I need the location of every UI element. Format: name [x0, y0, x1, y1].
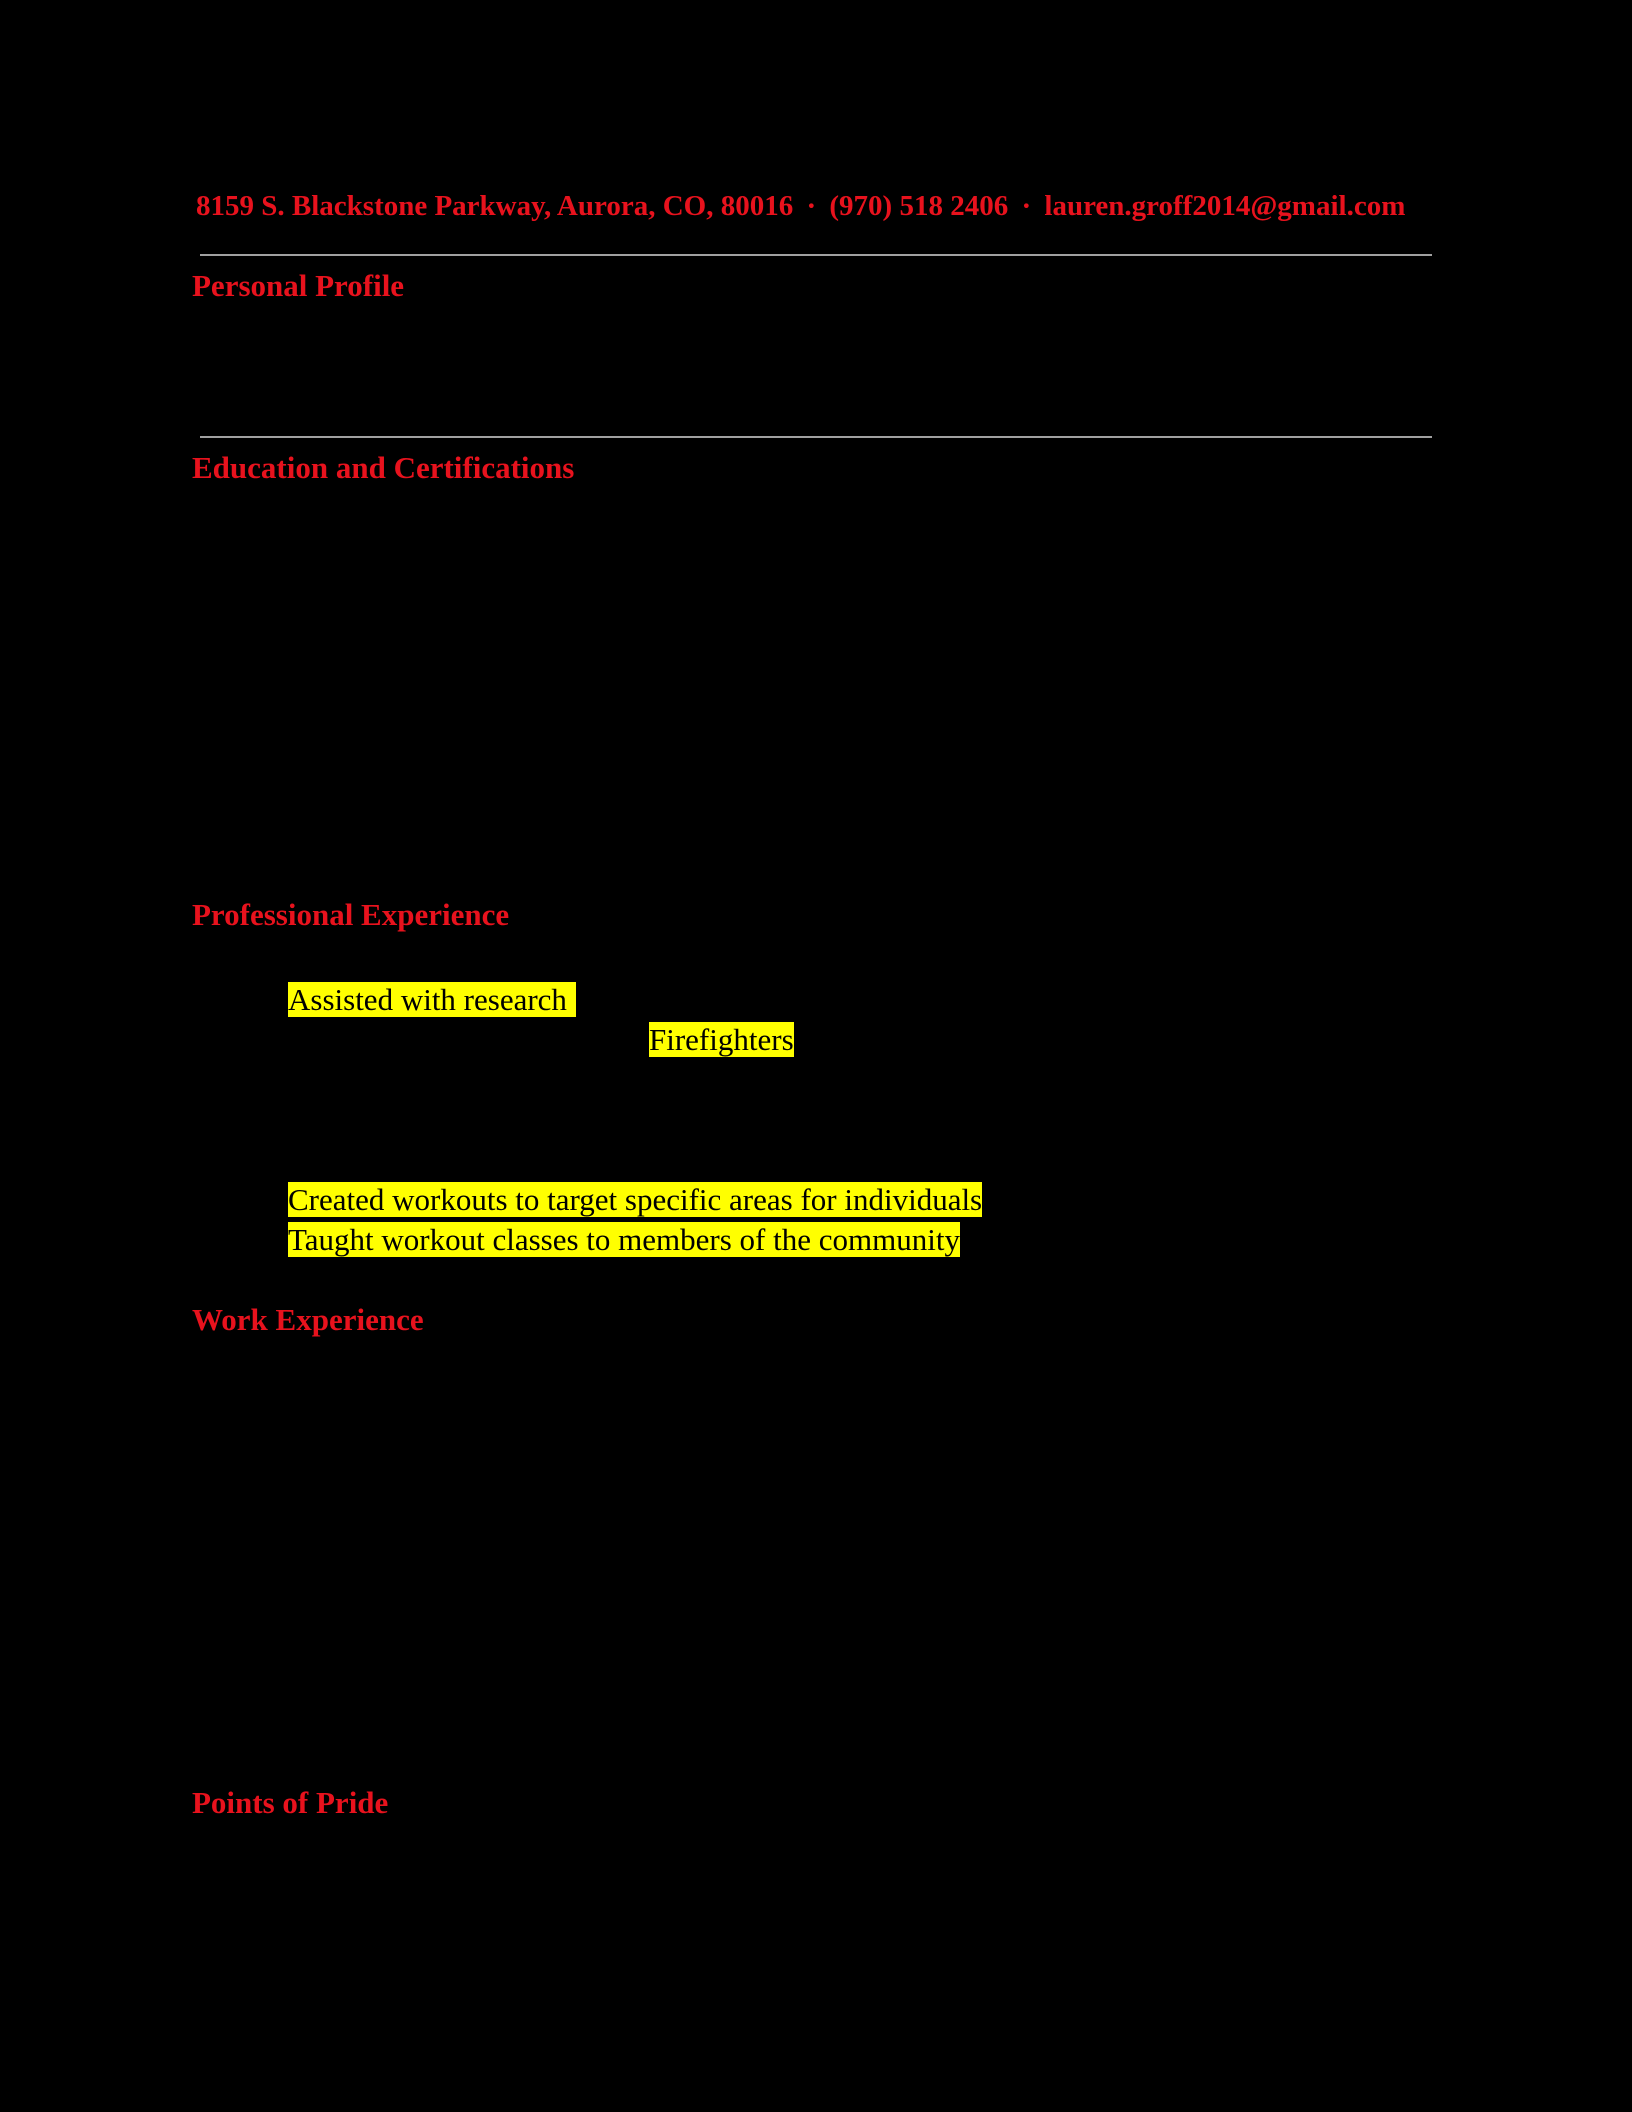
- highlighted-text-line: [288, 1222, 960, 1258]
- contact-line: [196, 190, 1436, 223]
- highlight-research: Assisted with research: [288, 982, 576, 1017]
- section-heading-professional-experience: Professional Experience: [192, 897, 510, 932]
- divider-line: [200, 254, 1432, 256]
- contact-address: 8159 S. Blackstone Parkway, Aurora, CO, 80016: [196, 190, 794, 222]
- section-heading-points-of-pride: Points of Pride: [192, 1785, 389, 1820]
- highlight-taught-classes: Taught workout classes to members of the community: [288, 1222, 960, 1257]
- highlighted-text-line: [288, 982, 576, 1018]
- contact-separator: ·: [806, 190, 817, 222]
- section-heading-work-experience: Work Experience: [192, 1302, 424, 1337]
- contact-separator: ·: [1021, 190, 1032, 222]
- highlighted-text-line: [288, 1182, 982, 1218]
- contact-email[interactable]: lauren.groff2014@gmail.com: [1044, 190, 1406, 222]
- highlighted-text-line: [649, 1022, 794, 1058]
- contact-phone: (970) 518 2406: [829, 190, 1009, 222]
- divider-line: [200, 436, 1432, 438]
- highlight-firefighters: Firefighters: [649, 1022, 794, 1057]
- highlight-created-workouts: Created workouts to target specific areas for individuals: [288, 1182, 983, 1217]
- section-heading-personal-profile: Personal Profile: [192, 268, 405, 303]
- section-heading-education: Education and Certifications: [192, 450, 575, 485]
